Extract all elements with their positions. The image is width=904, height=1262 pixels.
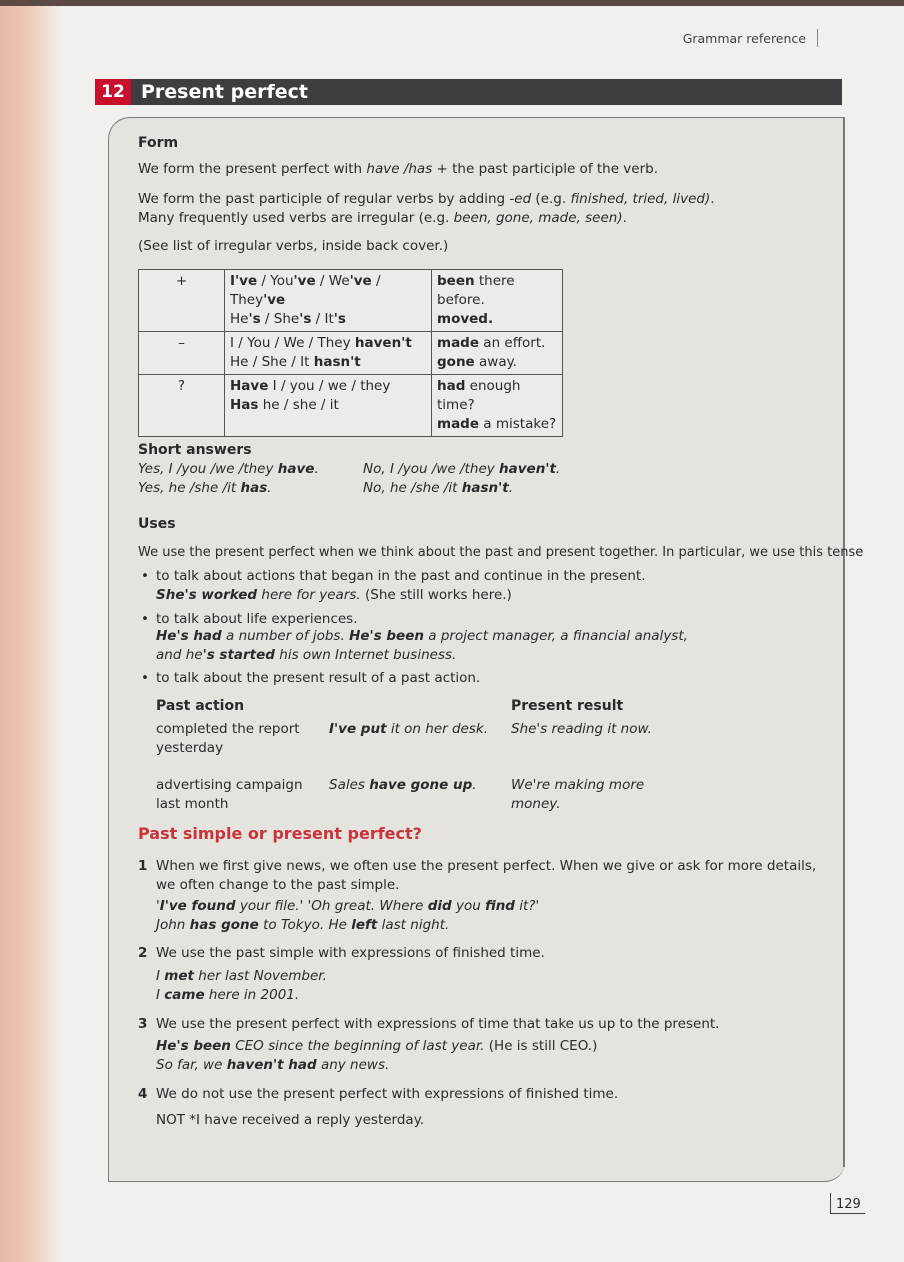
short-answer-no-1: No, I /you /we /they haven't. xyxy=(363,461,561,477)
table-complement xyxy=(432,332,563,375)
present-result-heading: Present result xyxy=(511,698,624,714)
form-heading: Form xyxy=(138,135,179,151)
item-number: 2 xyxy=(138,945,148,961)
item-4-line-1: We do not use the present perfect with expressions of finished time. xyxy=(156,1086,619,1102)
item-1-example-1: 'I've found your file.' 'Oh great. Where did you find it?' xyxy=(156,898,540,914)
item-number: 4 xyxy=(138,1086,148,1102)
table-complement-line: had enough time? xyxy=(437,378,521,413)
item-3-example-1: He's been CEO since the beginning of last year. (He is still CEO.) xyxy=(156,1038,598,1054)
table-subject-line: He / She / It hasn't xyxy=(230,354,361,370)
item-1-line-2: we often change to the past simple. xyxy=(156,877,400,893)
item-2-line-1: We use the past simple with expressions of finished time. xyxy=(156,945,545,961)
table-sign: + xyxy=(139,270,225,332)
uses-bullet-2-example-2: and he's started his own Internet business. xyxy=(156,647,457,663)
result-row-2-action: Sales have gone up. xyxy=(329,777,477,793)
short-answer-no-2: No, he /she /it hasn't. xyxy=(363,480,513,496)
table-complement-line: gone away. xyxy=(437,354,517,370)
table-subject-line: I've / You've / We've / They've xyxy=(230,273,381,308)
table-sign: – xyxy=(139,332,225,375)
table-row xyxy=(139,270,563,332)
bullet-dot: • xyxy=(141,670,149,686)
section-title: Present perfect xyxy=(141,81,308,103)
section-number: 12 xyxy=(95,79,131,105)
item-4-example: NOT *I have received a reply yesterday. xyxy=(156,1112,425,1128)
short-answer-yes-2: Yes, he /she /it has. xyxy=(138,480,272,496)
page-top-edge xyxy=(0,0,904,6)
uses-intro: We use the present perfect when we think about the past and present together. In particular, we use this tense xyxy=(138,545,864,560)
past-action-heading: Past action xyxy=(156,698,245,714)
table-complement-line: made a mistake? xyxy=(437,416,557,432)
table-row xyxy=(139,332,563,375)
item-number: 3 xyxy=(138,1016,148,1032)
item-3-example-2: So far, we haven't had any news. xyxy=(156,1057,390,1073)
result-row-1-past-line-1: completed the report xyxy=(156,721,300,737)
short-answer-yes-1: Yes, I /you /we /they have. xyxy=(138,461,319,477)
result-row-2-past-line-2: last month xyxy=(156,796,229,812)
table-subject-line: I / You / We / They haven't xyxy=(230,335,412,351)
table-subject-line: Have I / you / we / they xyxy=(230,378,391,394)
result-row-1-result: She's reading it now. xyxy=(511,721,652,737)
uses-bullet-1-example: She's worked here for years. (She still works here.) xyxy=(156,587,512,603)
item-3-line-1: We use the present perfect with expressions of time that take us up to the present. xyxy=(156,1016,720,1032)
table-subject-line: He's / She's / It's xyxy=(230,311,346,327)
past-simple-heading: Past simple or present perfect? xyxy=(138,824,422,843)
form-para-2: We form the past participle of regular verbs by adding -ed (e.g. finished, tried, lived). xyxy=(138,191,715,207)
section-banner xyxy=(95,79,842,105)
item-1-example-2: John has gone to Tokyo. He left last night. xyxy=(156,917,450,933)
running-head: Grammar reference xyxy=(682,31,806,46)
uses-bullet-3: to talk about the present result of a past action. xyxy=(156,670,481,686)
table-complement xyxy=(432,270,563,332)
table-complement-line: moved. xyxy=(437,311,494,327)
form-para-4: (See list of irregular verbs, inside back cover.) xyxy=(138,238,449,254)
table-complement-line: made an effort. xyxy=(437,335,546,351)
bullet-dot: • xyxy=(141,568,149,584)
item-1-line-1: When we first give news, we often use the present perfect. When we give or ask for more details, xyxy=(156,858,817,874)
table-subject xyxy=(225,270,432,332)
table-sign: ? xyxy=(139,375,225,437)
uses-heading: Uses xyxy=(138,516,176,532)
table-complement-line: been there before. xyxy=(437,273,515,308)
table-complement xyxy=(432,375,563,437)
result-row-2-result-line-2: money. xyxy=(511,796,561,812)
page-number: 129 xyxy=(836,1197,861,1212)
result-row-2-result-line-1: We're making more xyxy=(511,777,645,793)
item-number: 1 xyxy=(138,858,148,874)
form-para-1: We form the present perfect with have /has + the past participle of the verb. xyxy=(138,161,659,177)
form-para-3: Many frequently used verbs are irregular (e.g. been, gone, made, seen). xyxy=(138,210,627,226)
panel-right-border xyxy=(843,117,845,1167)
bullet-dot: • xyxy=(141,611,149,627)
table-subject xyxy=(225,332,432,375)
result-row-1-action: I've put it on her desk. xyxy=(329,721,489,737)
item-2-example-1: I met her last November. xyxy=(156,968,327,984)
result-row-1-past-line-2: yesterday xyxy=(156,740,224,756)
table-subject xyxy=(225,375,432,437)
short-answers-heading: Short answers xyxy=(138,442,252,458)
uses-bullet-2-example-1: He's had a number of jobs. He's been a project manager, a financial analyst, xyxy=(156,628,688,644)
running-head-divider xyxy=(817,29,818,47)
item-2-example-2: I came here in 2001. xyxy=(156,987,300,1003)
book-spine-shadow xyxy=(0,0,62,1262)
form-table xyxy=(138,269,563,437)
uses-bullet-1: to talk about actions that began in the past and continue in the present. xyxy=(156,568,646,584)
table-subject-line: Has he / she / it xyxy=(230,397,339,413)
result-row-2-past-line-1: advertising campaign xyxy=(156,777,303,793)
uses-bullet-2: to talk about life experiences. xyxy=(156,611,358,627)
table-row xyxy=(139,375,563,437)
